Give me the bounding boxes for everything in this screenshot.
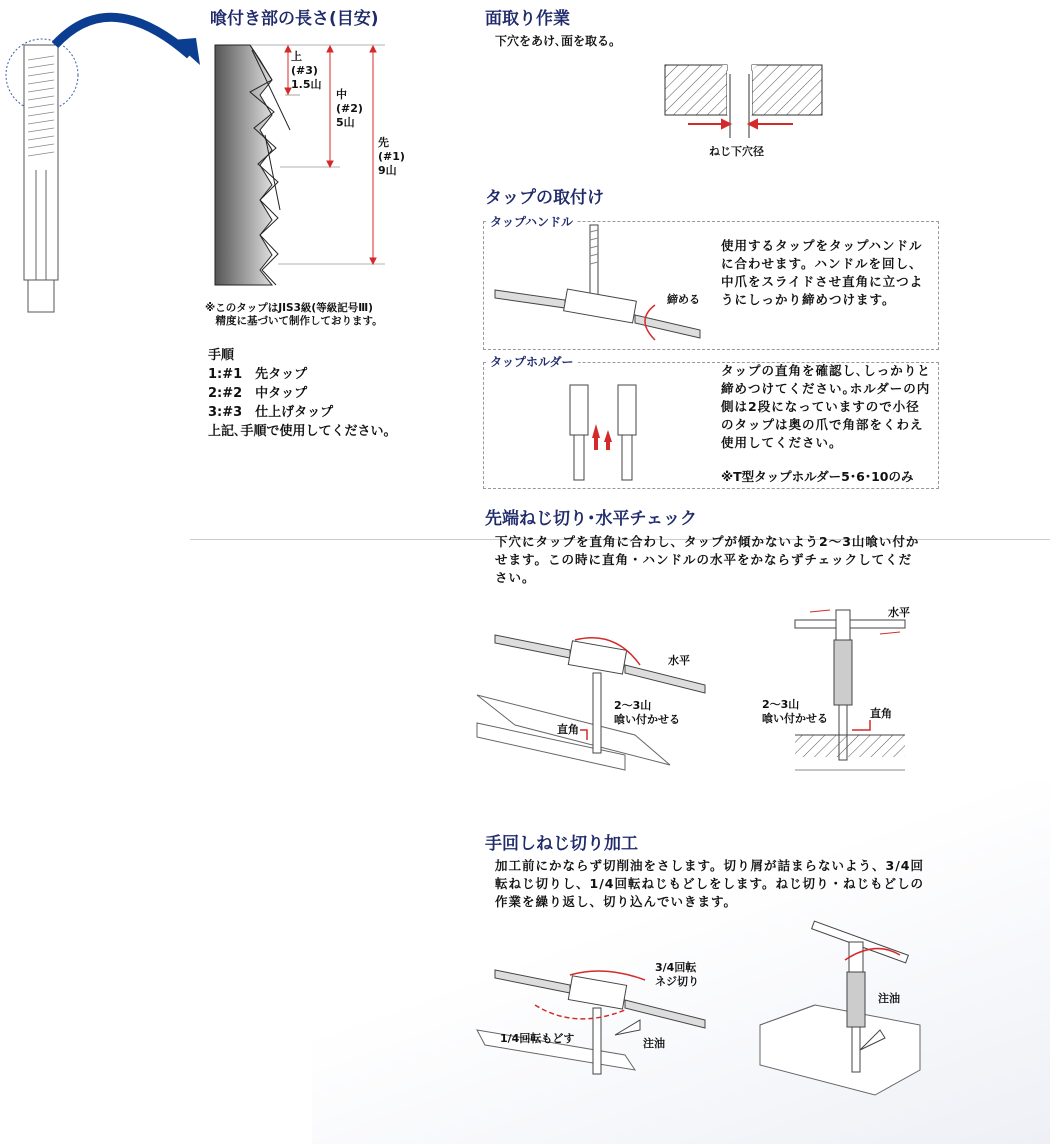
- chamfer-text: 下穴をあけ､面を取る。: [495, 34, 622, 48]
- label-middle: 中 (#2) 5山: [336, 88, 363, 129]
- left-right-angle-label: 直角: [557, 723, 579, 736]
- tap-handle-illustration: [490, 220, 720, 348]
- handle-text: 使用するタップをタップハンドルに合わせます。ハンドルを回し、中爪をスライドさせ直角に立つようにしっかり締めつけます。: [721, 238, 924, 307]
- bite-length-heading: 喰付き部の長さ(目安): [210, 9, 379, 29]
- handle-box-label: タップハンドル: [486, 213, 577, 230]
- label-front: 先 (#1) 9山: [378, 136, 405, 177]
- level-check-text: 下穴にタップを直角に合わし、タップが傾かないよう2〜3山喰い付かせます。この時に直角・ハンドルの水平をかならずチェックしてください。: [495, 534, 920, 585]
- holder-text: タップの直角を確認し､しっかりと締めつけてください｡ホルダーの内側は2段になっていますので小径のタップは奥の爪で角部をくわえ使用してください。: [721, 363, 931, 450]
- holder-box-label: タップホルダー: [486, 353, 578, 370]
- forward-label: 3/4回転 ネジ切り: [655, 961, 699, 988]
- left-bite-label: 2〜3山 喰い付かせる: [614, 699, 680, 726]
- hand-threading-heading: 手回しねじ切り加工: [485, 834, 638, 854]
- back-label: 1/4回転もどす: [500, 1032, 575, 1045]
- jis-note: ※このタップはJIS3級(等級記号Ⅲ) 精度に基づいて制作しております。: [205, 302, 383, 327]
- hand-threading-right-illustration: [755, 930, 925, 1100]
- procedure-footer: 上記､手順で使用してください。: [208, 424, 397, 439]
- left-level-label: 水平: [668, 654, 690, 667]
- tap-illustration: [0, 0, 200, 320]
- oil-right-label: 注油: [878, 992, 900, 1005]
- procedure-step: 3:#3 仕上げタップ: [208, 405, 334, 420]
- procedure: [208, 346, 397, 441]
- procedure-step: 1:#1 先タップ: [208, 367, 308, 382]
- chamfer-heading: 面取り作業: [485, 9, 570, 29]
- thread-diagram: [210, 40, 440, 300]
- level-check-right-illustration: [790, 600, 910, 775]
- right-right-angle-label: 直角: [870, 707, 892, 720]
- tap-mount-heading: タップの取付け: [485, 188, 604, 208]
- level-check-left-illustration: [475, 625, 725, 770]
- holder-note: ※T型タップホルダー5･6･10のみ: [721, 469, 914, 484]
- label-top: 上 (#3) 1.5山: [291, 50, 322, 91]
- hand-threading-text: 加工前にかならず切削油をさします。切り屑が詰まらないよう、3/4回転ねじ切りし、1/4回転ねじもどしをします。ねじ切り・ねじもどしの作業を繰り返し、切り込んでいきます。: [495, 858, 924, 909]
- right-level-label: 水平: [888, 606, 910, 619]
- chamfer-label: ねじ下穴径: [709, 145, 764, 158]
- chamfer-diagram: [660, 60, 830, 150]
- procedure-title: 手順: [208, 348, 235, 363]
- procedure-step: 2:#2 中タップ: [208, 386, 308, 401]
- oil-left-label: 注油: [643, 1037, 665, 1050]
- tap-holder-illustration: [560, 380, 660, 485]
- right-bite-label: 2〜3山 喰い付かせる: [762, 698, 828, 725]
- level-check-heading: 先端ねじ切り･水平チェック: [485, 509, 697, 529]
- handle-tighten-label: 締める: [667, 293, 700, 306]
